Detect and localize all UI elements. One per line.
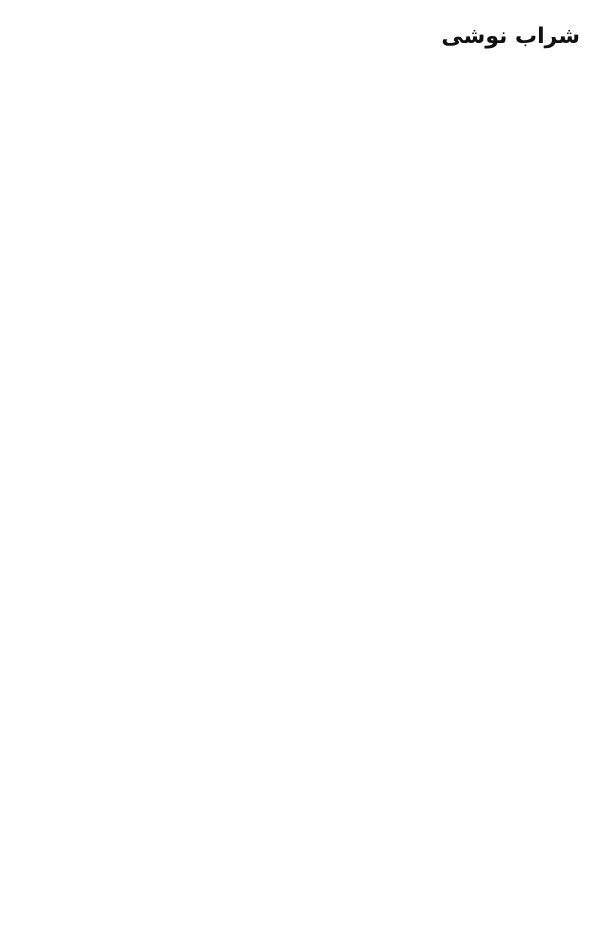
section-heading: شراب نوشی: [441, 24, 580, 49]
